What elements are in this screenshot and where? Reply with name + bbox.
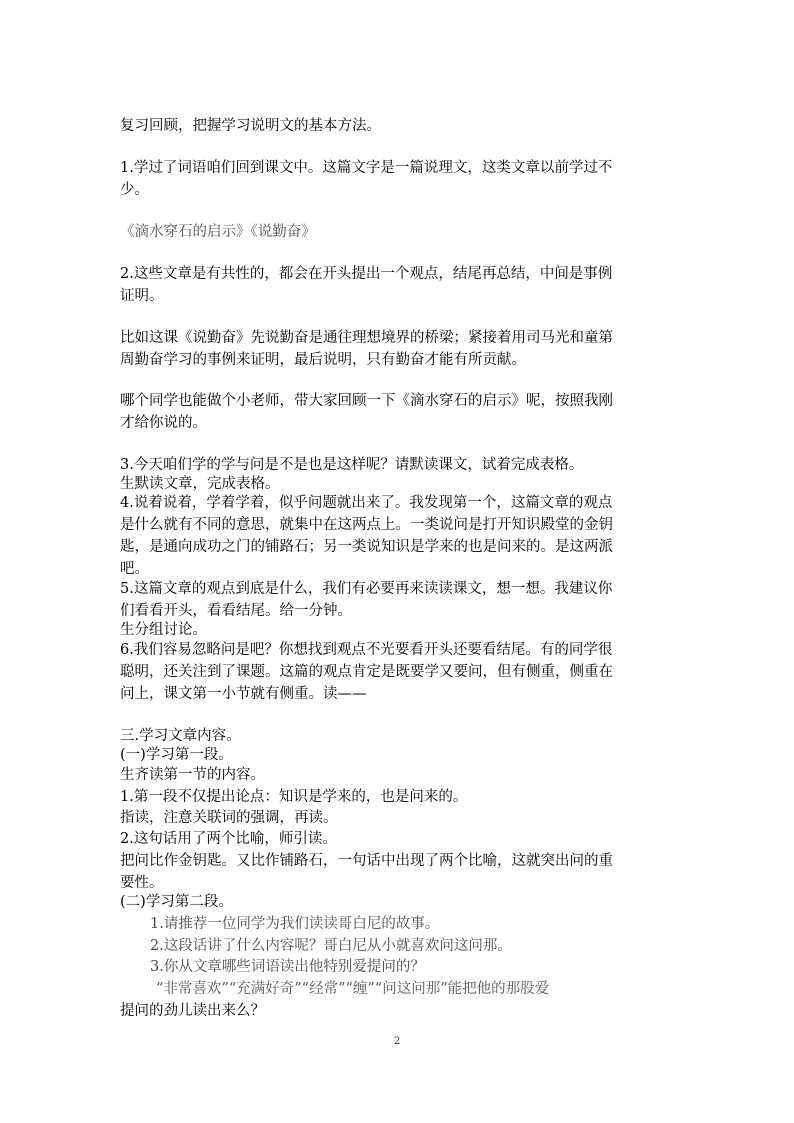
text-line: 《滴水穿石的启示》《说勤奋》 xyxy=(120,224,316,240)
text-line: 提问的劲儿读出来么？ xyxy=(120,1003,265,1019)
text-line: 聪明，还关注到了课题。这篇的观点肯定是既要学又要问，但有侧重，侧重在 xyxy=(120,664,613,680)
text-line: 要性。 xyxy=(120,875,164,891)
text-line: 复习回顾，把握学习说明文的基本方法。 xyxy=(120,118,381,134)
text-line: 比如这课《说勤奋》先说勤奋是通往理想境界的桥梁；紧接着用司马光和童第 xyxy=(120,330,613,346)
text-line: 1.请推荐一位同学为我们读读哥白尼的故事。 xyxy=(150,916,440,932)
text-line: 3.今天咱们学的学与问是不是也是这样呢？请默读课文，试着完成表格。 xyxy=(120,457,584,473)
text-line: 1.第一段不仅提出论点：知识是学来的，也是问来的。 xyxy=(120,789,468,805)
text-line: 生齐读第一节的内容。 xyxy=(120,767,265,783)
text-line: 生默读文章，完成表格。 xyxy=(120,476,280,492)
text-line: 问上，课文第一小节就有侧重。读—— xyxy=(120,686,367,702)
text-line: 才给你说的。 xyxy=(120,415,207,431)
text-line: 是什么就有不同的意思，就集中在这两点上。一类说问是打开知识殿堂的金钥 xyxy=(120,517,613,533)
text-line: 1.学过了词语咱们回到课文中。这篇文字是一篇说理文，这类文章以前学过不 xyxy=(120,160,613,176)
text-line: 三.学习文章内容。 xyxy=(120,728,241,744)
text-line: 5.这篇文章的观点到底是什么，我们有必要再来读读课文，想一想。我建议你 xyxy=(120,581,613,597)
text-line: 少。 xyxy=(120,182,149,198)
text-line: 生分组讨论。 xyxy=(120,622,207,638)
text-line: (二)学习第二段。 xyxy=(120,894,233,910)
text-line: 证明。 xyxy=(120,288,164,304)
text-line: 哪个同学也能做个小老师，带大家回顾一下《滴水穿石的启示》呢，按照我刚 xyxy=(120,393,613,409)
text-line: 2.这句话用了两个比喻，师引读。 xyxy=(120,831,337,847)
text-line: 匙，是通向成功之门的铺路石；另一类说知识是学来的也是问来的。是这两派 xyxy=(120,539,613,555)
text-line: 3.你从文章哪些词语读出他特别爱提问的？ xyxy=(150,959,425,975)
text-line: (一)学习第一段。 xyxy=(120,747,233,763)
text-line: 2.这些文章是有共性的，都会在开头提出一个观点，结尾再总结，中间是事例 xyxy=(120,266,613,282)
text-line: 2.这段话讲了什么内容呢？哥白尼从小就喜欢问这问那。 xyxy=(150,938,512,954)
text-line: 指读，注意关联词的强调，再读。 xyxy=(120,810,338,826)
text-line: 把问比作金钥匙。又比作铺路石，一句话中出现了两个比喻，这就突出问的重 xyxy=(120,853,613,869)
text-line: 6.我们容易忽略问是吧？你想找到观点不光要看开头还要看结尾。有的同学很 xyxy=(120,642,613,658)
text-line: 们看看开头，看看结尾。给一分钟。 xyxy=(120,603,352,619)
text-line: “非常喜欢”“充满好奇”“经常”“缠”“问这问那”能把他的那股爱 xyxy=(156,981,550,997)
text-line: 吧。 xyxy=(120,561,149,577)
text-line: 周勤奋学习的事例来证明，最后说明，只有勤奋才能有所贡献。 xyxy=(120,352,526,368)
page-number: 2 xyxy=(393,1036,401,1047)
text-line: 4.说着说着，学着学着，似乎问题就出来了。我发现第一个，这篇文章的观点 xyxy=(120,495,613,511)
